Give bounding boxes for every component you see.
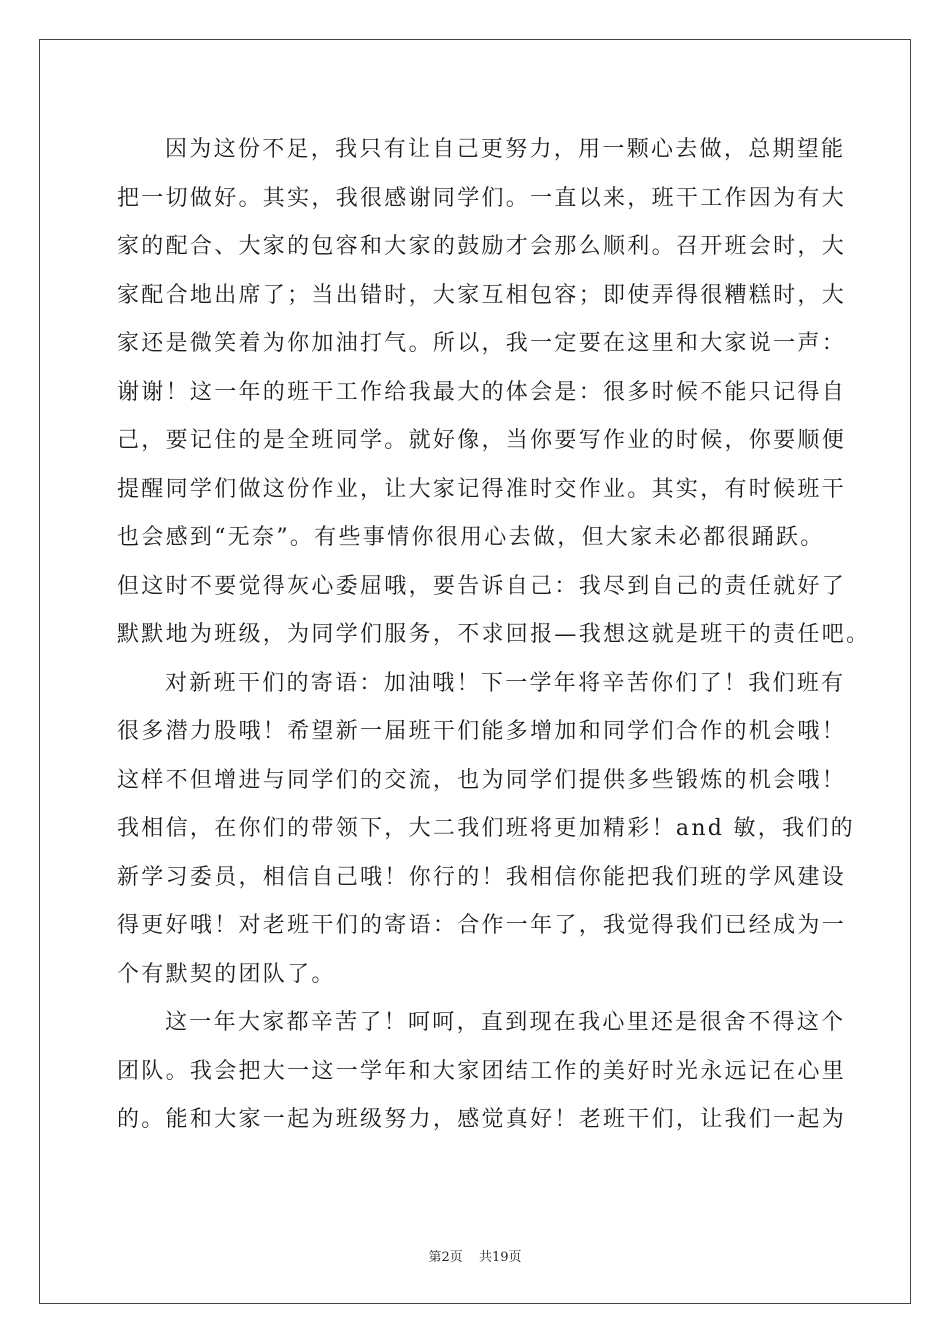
- text-line: 己，要记住的是全班同学。就好像，当你要写作业的时候，你要顺便: [117, 428, 847, 453]
- text-line: 个有默契的团队了。: [117, 961, 336, 987]
- text-line: 提醒同学们做这份作业，让大家记得准时交作业。其实，有时候班干: [117, 476, 847, 502]
- text-line: 也会感到“无奈”。有些事情你很用心去做，但大家未必都很踊跃。: [117, 525, 825, 550]
- text-line: 新学习委员，相信自己哦！你行的！我相信你能把我们班的学风建设: [117, 864, 847, 890]
- text-line: 很多潜力股哦！希望新一届班干们能多增加和同学们合作的机会哦！: [117, 719, 847, 744]
- document-body: [117, 126, 871, 1145]
- text-line: 但这时不要觉得灰心委屈哦，要告诉自己：我尽到自己的责任就好了: [117, 573, 847, 599]
- text-line: 家配合地出席了；当出错时，大家互相包容；即使弄得很糟糕时，大: [117, 282, 847, 308]
- text-line: 团队。我会把大一这一学年和大家团结工作的美好时光永远记在心里: [117, 1058, 847, 1084]
- text-line: 默默地为班级，为同学们服务，不求回报—我想这就是班干的责任吧。: [117, 622, 871, 647]
- text-line: 这一年大家都辛苦了！呵呵，直到现在我心里还是很舍不得这个: [165, 1010, 846, 1035]
- text-line: 家还是微笑着为你加油打气。所以，我一定要在这里和大家说一声：: [117, 331, 847, 356]
- text-line: 得更好哦！对老班干们的寄语：合作一年了，我觉得我们已经成为一: [117, 913, 847, 938]
- page-footer: [0, 1246, 950, 1265]
- text-line: 对新班干们的寄语：加油哦！下一学年将辛苦你们了！我们班有: [165, 670, 846, 696]
- text-line: 谢谢！这一年的班干工作给我最大的体会是：很多时候不能只记得自: [117, 379, 847, 405]
- page-number: 第2页: [428, 1250, 463, 1265]
- text-line: 把一切做好。其实，我很感谢同学们。一直以来，班干工作因为有大: [117, 185, 847, 211]
- page-total: 共19页: [478, 1250, 522, 1265]
- text-line: 我相信，在你们的带领下，大二我们班将更加精彩！and 敏，我们的: [117, 816, 855, 841]
- text-line: 因为这份不足，我只有让自己更努力，用一颗心去做，总期望能: [165, 137, 846, 162]
- text-line: 的。能和大家一起为班级努力，感觉真好！老班干们，让我们一起为: [117, 1107, 847, 1132]
- text-line: 这样不但增进与同学们的交流，也为同学们提供多些锻炼的机会哦！: [117, 767, 847, 793]
- text-line: 家的配合、大家的包容和大家的鼓励才会那么顺利。召开班会时，大: [117, 234, 847, 259]
